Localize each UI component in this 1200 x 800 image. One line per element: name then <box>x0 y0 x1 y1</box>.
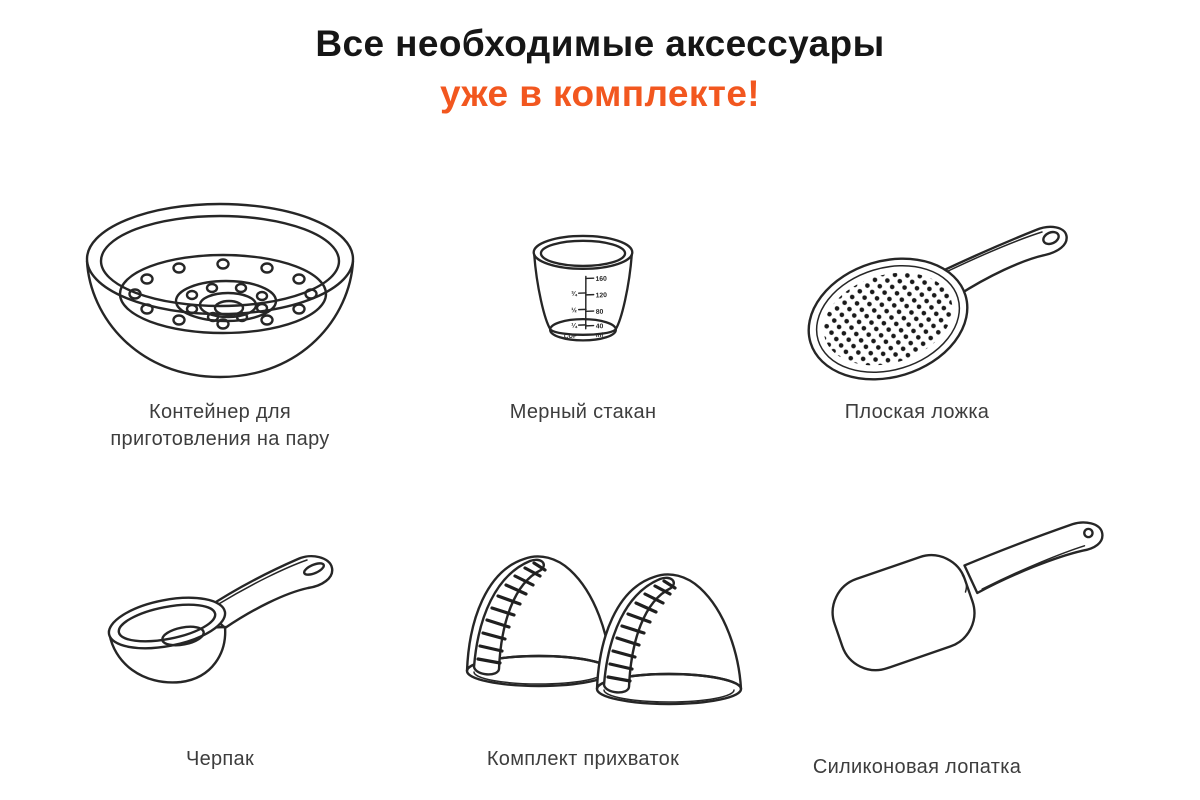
accessory-label-ladle: Черпак <box>185 748 255 770</box>
pot-holders-image-box <box>423 505 743 730</box>
cup-scale-120: 120 <box>595 291 608 299</box>
accessory-item-flat-spoon <box>762 190 1072 426</box>
flat-spoon-icon <box>800 213 1075 373</box>
cup-scale-80: 80 <box>595 308 604 316</box>
page-title: Все необходимые аксессуары <box>315 23 885 64</box>
ladle-image-box <box>55 505 385 730</box>
accessory-label-pot-holders: Комплект прихваток <box>486 748 680 770</box>
steamer-basket-icon <box>79 199 361 387</box>
cup-scale-160: 160 <box>595 275 608 283</box>
cup-scale-1-2: ½ <box>571 306 578 314</box>
accessory-label-flat-spoon: Плоская ложка <box>844 401 990 423</box>
accessory-label-measuring-cup: Мерный стакан <box>509 401 657 423</box>
measuring-cup-icon <box>525 231 641 355</box>
accessory-label-spatula: Силиконовая лопатка <box>812 756 1022 778</box>
measuring-cup-image-box <box>453 190 713 395</box>
cup-scale-40: 40 <box>595 322 604 330</box>
cup-scale-cup-unit: CUP <box>563 332 578 340</box>
cup-scale-3-4: ¾ <box>571 290 577 298</box>
accessory-item-pot-holders <box>423 505 743 773</box>
header <box>0 0 1200 118</box>
steamer-image-box <box>55 190 385 395</box>
pot-holders-icon <box>444 523 744 713</box>
cup-scale-ml-unit: ml <box>595 331 604 339</box>
silicone-spatula-icon <box>817 513 1112 671</box>
pot-holder-mitt <box>467 556 611 686</box>
accessory-item-steamer <box>55 190 385 453</box>
flat-spoon-image-box <box>762 190 1072 395</box>
accessory-item-measuring-cup <box>453 190 713 426</box>
accessory-label-steamer: Контейнер для приготовления на пару <box>110 401 330 450</box>
cup-scale-1-4: ¼ <box>571 322 578 330</box>
ladle-icon <box>95 543 345 693</box>
spatula-image-box <box>757 505 1077 738</box>
accessory-item-ladle <box>55 505 385 773</box>
page-subtitle: уже в комплекте! <box>439 73 761 115</box>
accessory-item-spatula <box>757 505 1077 781</box>
